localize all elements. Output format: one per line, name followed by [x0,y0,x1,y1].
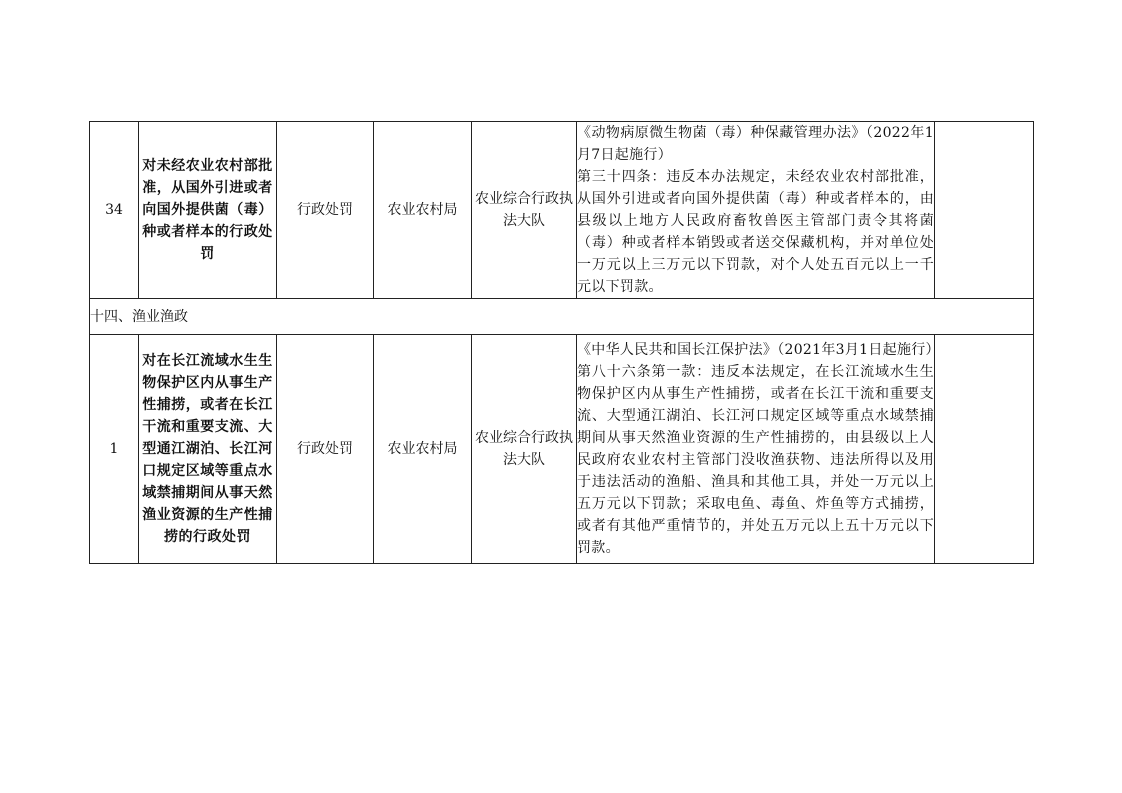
power-list-table [89,121,1034,564]
implementing-unit: 农业综合行政执法大队 [472,335,577,564]
power-category: 行政处罚 [277,122,374,299]
table-row [90,335,1034,564]
section-title: 十四、渔业渔政 [90,299,1034,335]
legal-basis-title: 《中华人民共和国长江保护法》（2021年3月1日起施行） [577,342,940,358]
legal-basis-text: 第三十四条：违反本办法规定，未经农业农村部批准，从国外引进或者向国外提供菌（毒）种或者样本的，由县级以上地方人民政府畜牧兽医主管部门责令其将菌（毒）种或者样本销毁或者送交保藏机构，并对单位处一万元以上三万元以下罚款，对个人处五百元以上一千元以下罚款。 [577,169,934,295]
item-name: 对在长江流域水生生物保护区内从事生产性捕捞，或者在长江干流和重要支流、大型通江湖泊、长江河口规定区域等重点水域禁捕期间从事天然渔业资源的生产性捕捞的行政处罚 [139,335,277,564]
row-number: 34 [90,122,139,299]
legal-basis-title: 《动物病原微生物菌（毒）种保藏管理办法》（2022年1月7日起施行） [577,125,934,163]
table-row [90,122,1034,299]
responsible-department: 农业农村局 [374,122,472,299]
row-number: 1 [90,335,139,564]
remark-cell [935,335,1034,564]
item-name: 对未经农业农村部批准，从国外引进或者向国外提供菌（毒）种或者样本的行政处罚 [139,122,277,299]
legal-basis [577,122,935,299]
legal-basis-text: 第八十六条第一款：违反本法规定，在长江流域水生生物保护区内从事生产性捕捞，或者在长江干流和重要支流、大型通江湖泊、长江河口规定区域等重点水域禁捕期间从事天然渔业资源的生产性捕捞的，由县级以上人民政府农业农村主管部门没收渔获物、违法所得以及用于违法活动的渔船、渔具和其他工具，并处一万元以上五万元以下罚款；采取电鱼、毒鱼、炸鱼等方式捕捞，或者有其他严重情节的，并处五万元以上五十万元以下罚款。 [577,364,934,556]
implementing-unit: 农业综合行政执法大队 [472,122,577,299]
remark-cell [935,122,1034,299]
responsible-department: 农业农村局 [374,335,472,564]
section-row [90,299,1034,335]
legal-basis [577,335,940,564]
power-category: 行政处罚 [277,335,374,564]
